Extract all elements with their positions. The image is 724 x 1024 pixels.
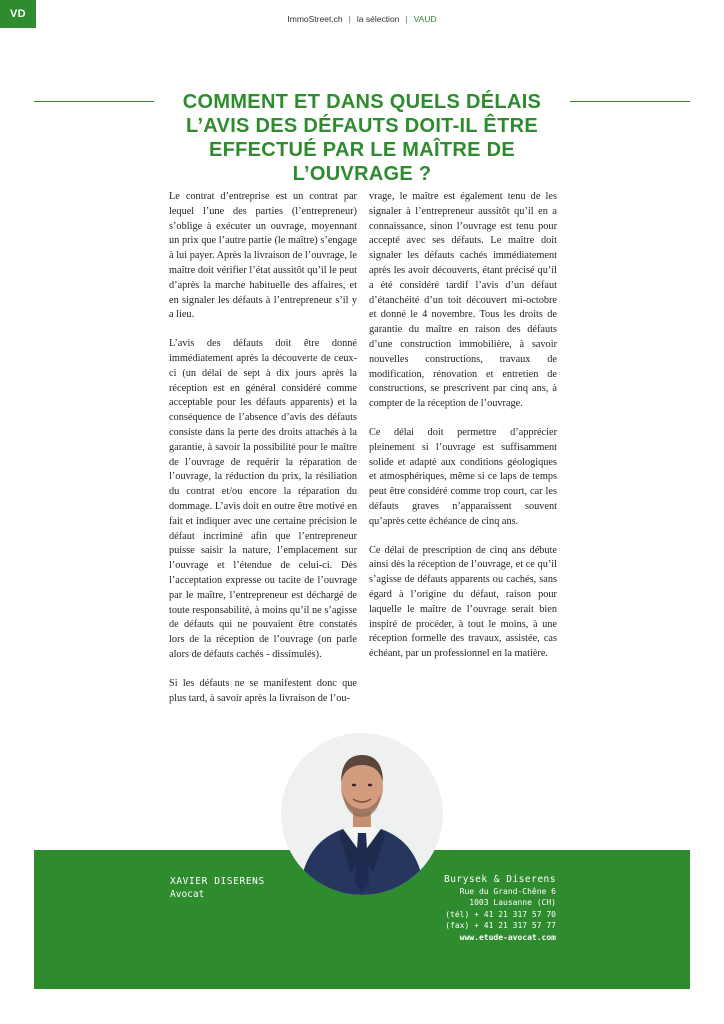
author-name: XAVIER DISERENS bbox=[170, 876, 265, 887]
firm-website-link[interactable]: www.etude-avocat.com bbox=[459, 932, 556, 942]
section-name: la sélection bbox=[356, 14, 400, 24]
separator: | bbox=[348, 14, 351, 24]
firm-name: Burysek & Diserens bbox=[444, 874, 556, 885]
article-column-right bbox=[369, 190, 557, 676]
author-role: Avocat bbox=[170, 889, 205, 900]
firm-phone: (tél) + 41 21 317 57 70 bbox=[445, 909, 556, 919]
article-column-left bbox=[169, 190, 357, 720]
firm-street: Rue du Grand-Chêne 6 bbox=[459, 886, 556, 896]
firm-city: 1003 Lausanne (CH) bbox=[469, 898, 556, 907]
article-title: COMMENT ET DANS QUELS DÉLAIS L’AVIS DES DÉFAUTS DOIT-IL ÊTRE EFFECTUÉ PAR LE MAÎTRE DE L’OUVRAGE ? bbox=[182, 91, 542, 185]
paragraph: vrage, le maître est également tenu de les signaler à l’entrepreneur aussitôt qu’il en a connaissance, sinon l’ouvrage est tenu pour accepté avec ses défauts. Le maître doit signaler les défauts cachés immédiatement après les avoir découverts, étant précisé qu’il a été considéré tardif l’avis d’un défaut d’étanchéité d’un toit découvert mi-octobre et donné le 4 novembre. Tous les droits de garantie du maître en raison des défauts d’une construction immobilière, à savoir nouvelles constructions, travaux de modification, rénovation et entretien de constructions, se prescrivent par cinq ans, à compter de la réception de l’ouvrage. bbox=[369, 191, 557, 410]
section-tab-badge: VD bbox=[0, 0, 36, 28]
paragraph: Ce délai doit permettre d’apprécier pleinement si l’ouvrage est suffisamment solide et adapté aux conditions géologiques et atmosphériques, même si ce laps de temps peut être considéré comme trop court, car les défauts graves n’apparaissent souvent qu’après cette échéance de cinq ans. bbox=[369, 426, 557, 527]
paragraph: L’avis des défauts doit être donné immédiatement après la découverte de ceux-ci (un délai de sept à dix jours après la réception est en général considéré comme acceptable pour les défauts apparents) et la conséquence de l’absence d’avis des défauts consiste dans la perte des droits attachés à la garantie, à savoir la possibilité pour le maître de l’ouvrage de requérir la réparation de l’ouvrage, la réduction du prix, la résiliation du contrat et/ou encore la réparation du dommage. L’avis doit en outre être motivé en fait et indiquer avec une certaine précision le défaut incriminé afin que l’entrepreneur puisse saisir la nature, l’emplacement sur l’ouvrage et l’étendue de celui-ci. Dès l’acceptation expresse ou tacite de l’ouvrage par le maître, l’entrepreneur est déchargé de toute responsabilité, à moins qu’il ne s’agisse de défauts qui ne pouvaient être constatés lors de la réception de l’ouvrage (on parle alors de défauts cachés - dissimulés). bbox=[169, 338, 357, 660]
paragraph: Le contrat d’entreprise est un contrat par lequel l’une des parties (l’entrepreneur) s’oblige à exécuter un ouvrage, moyennant un prix que l’autre partie (le maître) s’engage à lui payer. Après la livraison de l’ouvrage, le maître doit vérifier l’état aussitôt qu’il le peut d’après la marche habituelle des affaires, et en signaler les défauts à l’entrepreneur s’il y a lieu. bbox=[169, 191, 357, 321]
region-name: VAUD bbox=[413, 14, 437, 24]
author-portrait-illustration bbox=[281, 733, 443, 895]
author-photo bbox=[281, 733, 443, 895]
paragraph: Ce délai de prescription de cinq ans débute ainsi dès la réception de l’ouvrage, et ce qu’il s’agisse de défauts apparents ou cachés, sans égard à l’origine du défaut, raison pour laquelle le maître de l’ouvrage serait bien inspiré de procéder, à tout le moins, à une réception formelle des travaux, assistée, cas échéant, par un professionnel en la matière. bbox=[369, 544, 557, 660]
firm-contact-block bbox=[444, 874, 556, 943]
title-rule-right bbox=[570, 101, 690, 102]
paragraph: Si les défauts ne se manifestent donc que plus tard, à savoir après la livraison de l’ou- bbox=[169, 677, 357, 704]
firm-fax: (fax) + 41 21 317 57 77 bbox=[445, 921, 556, 930]
separator: | bbox=[405, 14, 408, 24]
site-name: ImmoStreet.ch bbox=[287, 14, 343, 24]
running-header bbox=[0, 14, 724, 24]
title-rule-left bbox=[34, 101, 154, 102]
